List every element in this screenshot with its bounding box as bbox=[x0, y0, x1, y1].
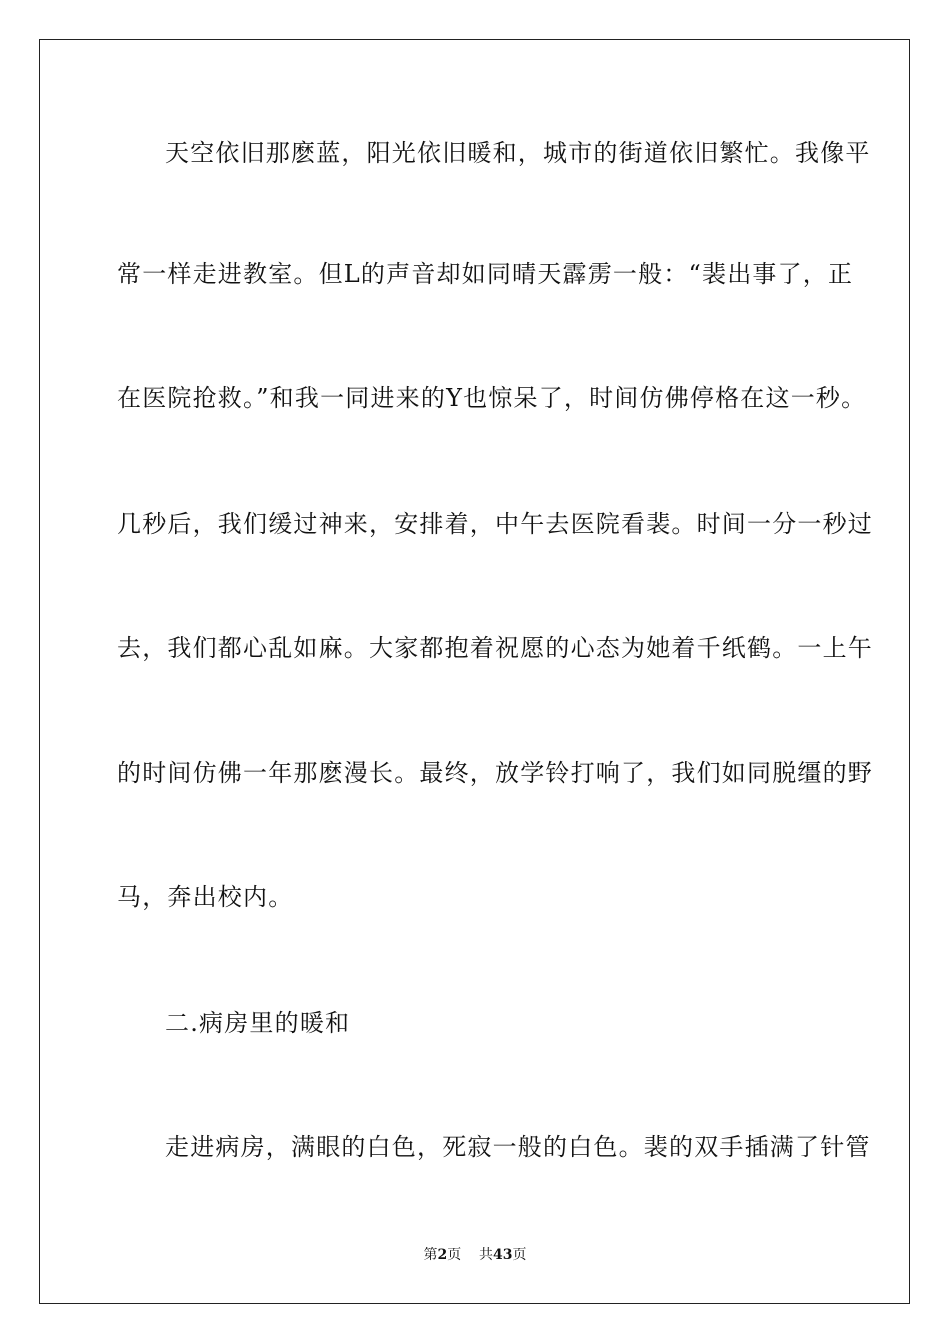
paragraph-line: 的时间仿佛一年那麽漫长。最终，放学铃打响了，我们如同脱缰的野 bbox=[117, 759, 873, 787]
paragraph-line: 走进病房，满眼的白色，死寂一般的白色。裴的双手插满了针管 bbox=[165, 1133, 871, 1161]
footer-page-prefix: 第 bbox=[423, 1247, 438, 1263]
paragraph-line: 几秒后，我们缓过神来，安排着，中午去医院看裴。时间一分一秒过 bbox=[117, 510, 873, 538]
footer-total-suffix: 页 bbox=[512, 1247, 527, 1263]
paragraph-line: 马，奔出校内。 bbox=[117, 883, 294, 911]
footer-page-total: 43 bbox=[493, 1247, 513, 1263]
page-footer bbox=[0, 1246, 950, 1264]
page-frame bbox=[39, 39, 910, 1304]
footer-page-suffix: 页 bbox=[447, 1247, 462, 1263]
footer-total-prefix: 共 bbox=[479, 1247, 494, 1263]
paragraph-line: 天空依旧那麽蓝，阳光依旧暖和，城市的街道依旧繁忙。我像平 bbox=[165, 139, 871, 167]
footer-page-current: 2 bbox=[437, 1247, 448, 1263]
paragraph-line: 在医院抢救。”和我一同进来的Y也惊呆了，时间仿佛停格在这一秒。 bbox=[117, 384, 867, 412]
paragraph-line: 去，我们都心乱如麻。大家都抱着祝愿的心态为她着千纸鹤。一上午 bbox=[117, 634, 873, 662]
paragraph-line: 常一样走进教室。但L的声音却如同晴天霹雳一般：“裴出事了，正 bbox=[117, 260, 854, 288]
section-heading: 二.病房里的暖和 bbox=[165, 1009, 351, 1037]
